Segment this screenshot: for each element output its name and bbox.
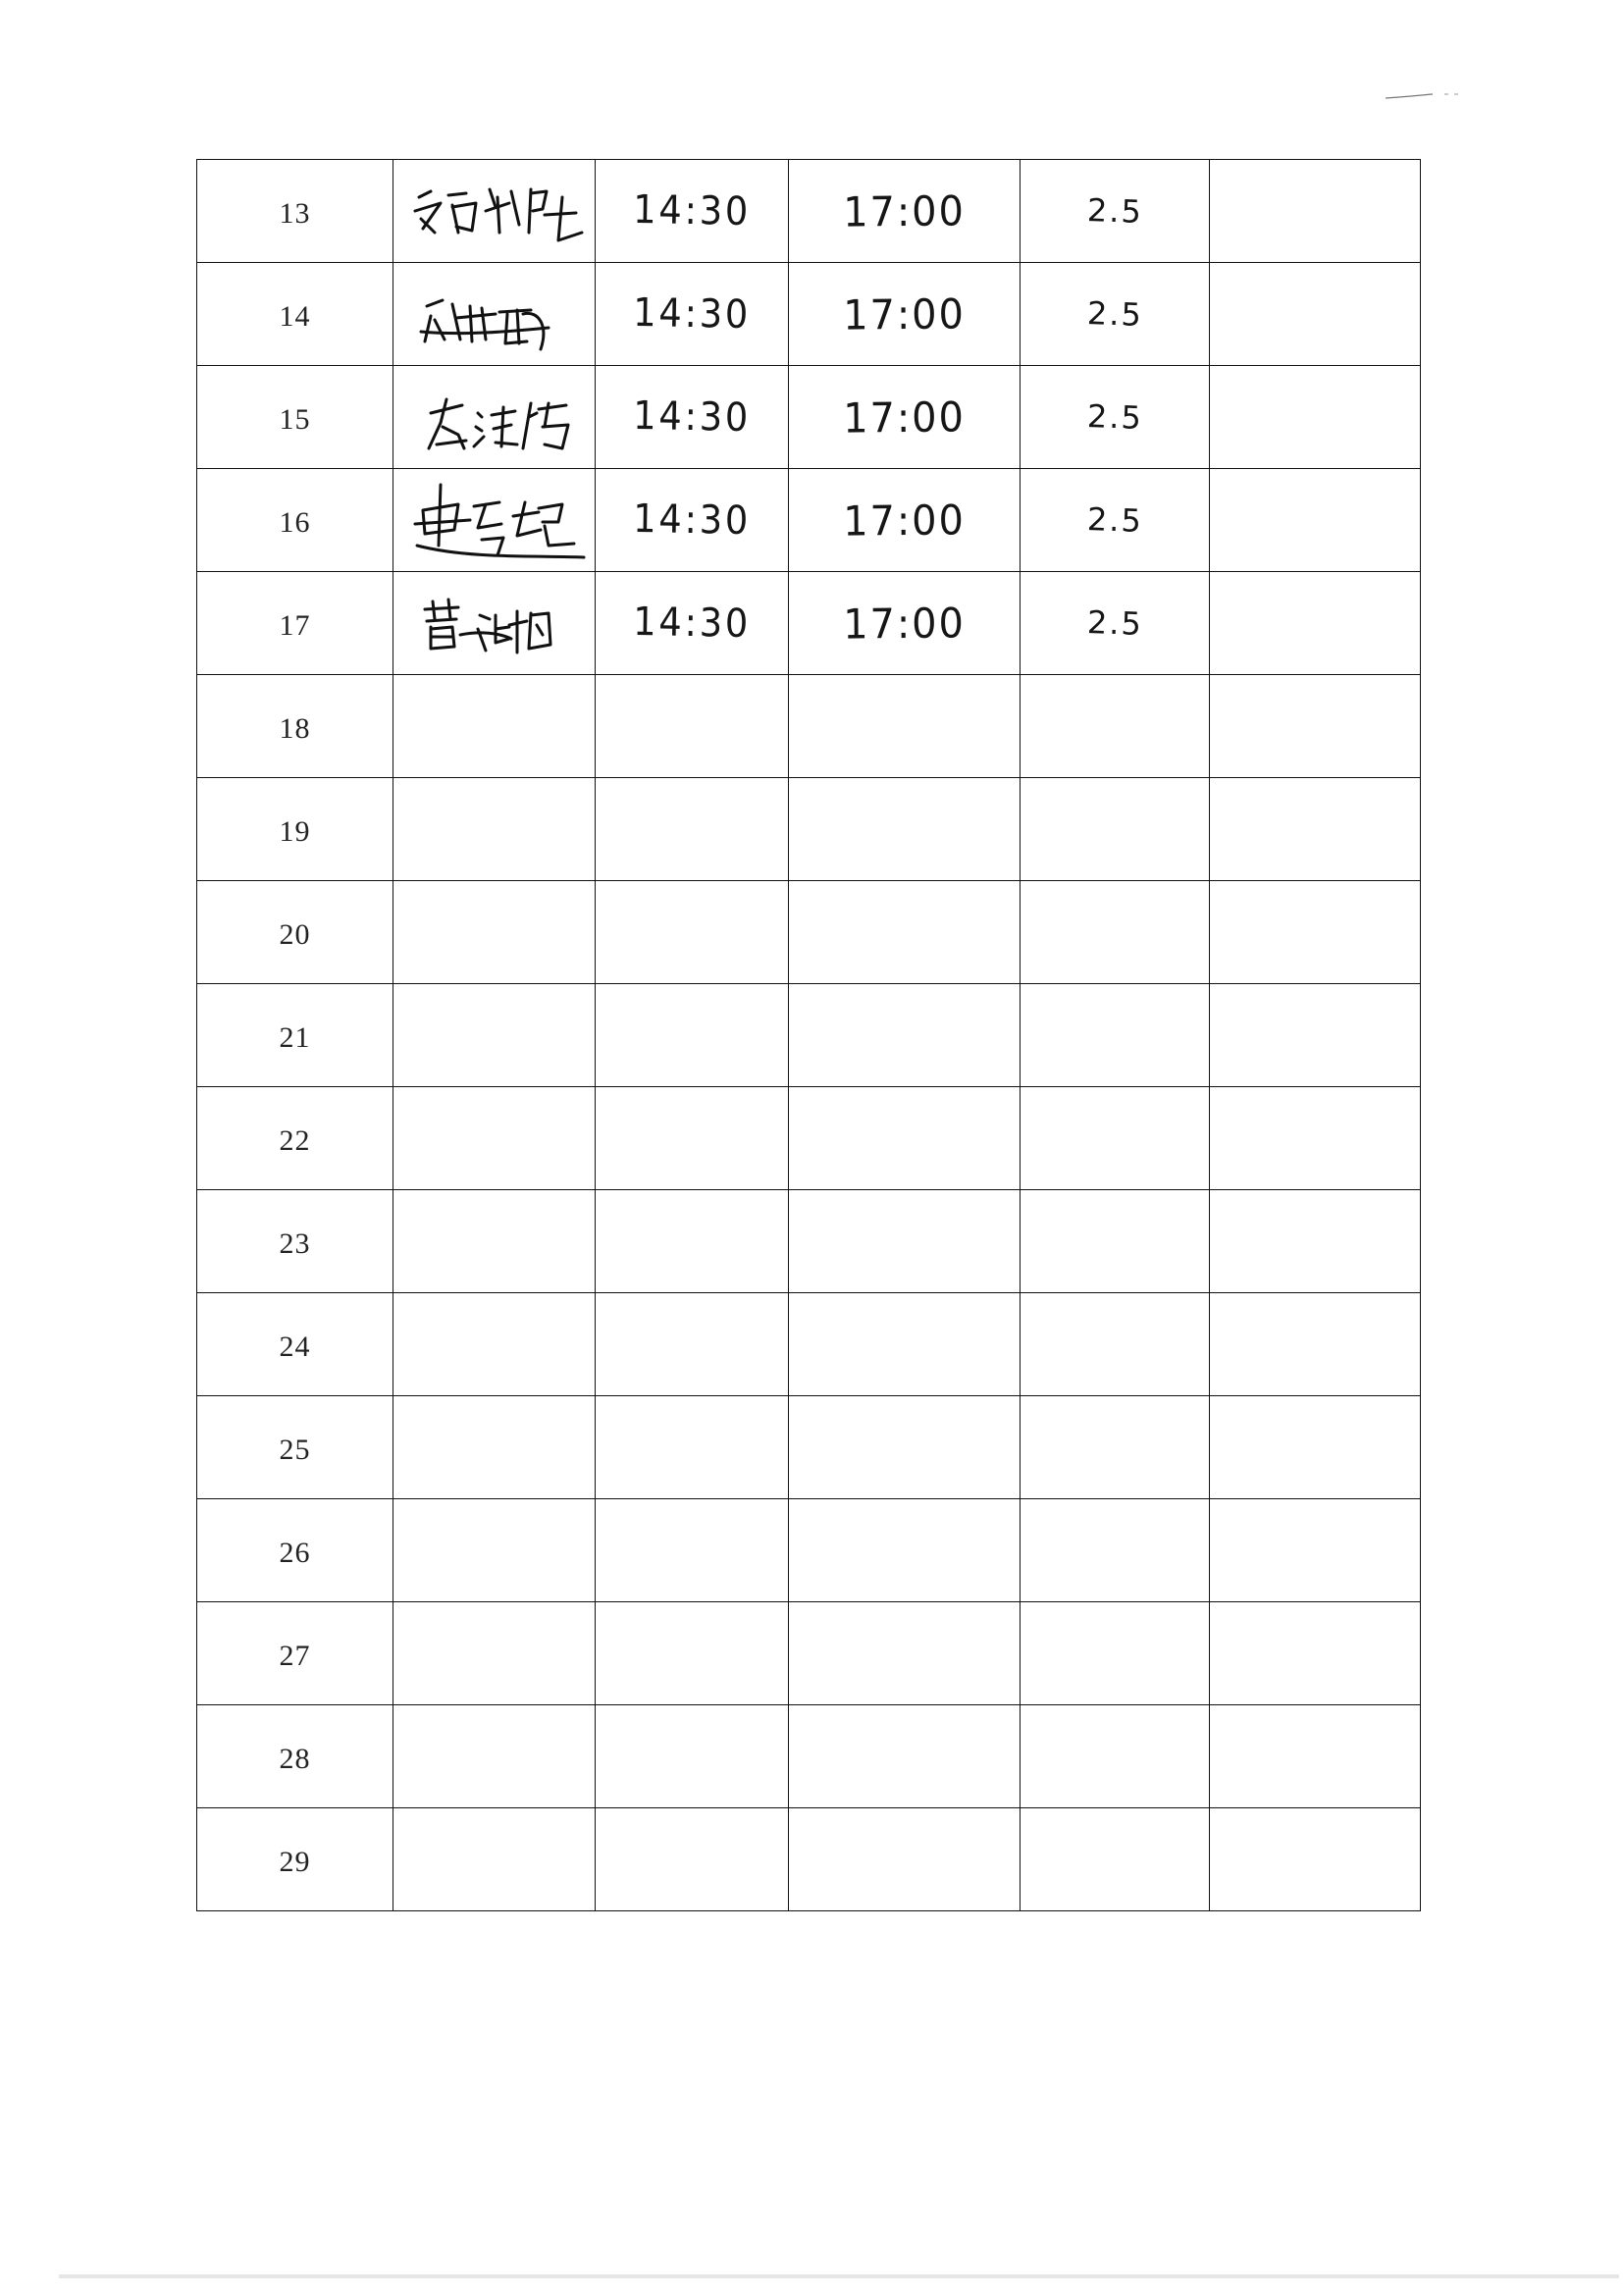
signature-cell: [393, 984, 596, 1087]
row-number: 21: [279, 1021, 311, 1054]
start-time-cell: [596, 469, 789, 572]
row-number: 15: [279, 403, 311, 436]
hours-cell: [1021, 263, 1210, 366]
end-time-cell: [789, 1808, 1021, 1911]
hours-cell: [1021, 469, 1210, 572]
signature-cell: [393, 160, 596, 263]
note-cell: [1210, 1602, 1421, 1705]
row-number: 26: [279, 1537, 311, 1569]
handwritten-signature: [401, 374, 588, 462]
handwritten-signature: [401, 271, 588, 359]
end-time-cell: [789, 366, 1021, 469]
note-cell: [1210, 1087, 1421, 1190]
hours-cell: [1021, 881, 1210, 984]
note-cell: [1210, 1396, 1421, 1499]
signature-cell: [393, 366, 596, 469]
table-row: [197, 1499, 1421, 1602]
note-cell: [1210, 881, 1421, 984]
row-number: 28: [279, 1743, 311, 1775]
note-cell: [1210, 1808, 1421, 1911]
start-time: 14:30: [632, 289, 752, 339]
row-number-cell: [197, 778, 393, 881]
signature-cell: [393, 1087, 596, 1190]
start-time-cell: [596, 881, 789, 984]
scan-mark: [1384, 92, 1468, 100]
start-time-cell: [596, 1396, 789, 1499]
hours-cell: [1021, 1396, 1210, 1499]
start-time-cell: [596, 1087, 789, 1190]
row-number-cell: [197, 675, 393, 778]
signature-cell: [393, 881, 596, 984]
table-row: [197, 1293, 1421, 1396]
hours: 2.5: [1085, 397, 1144, 437]
row-number-cell: [197, 1087, 393, 1190]
hours-cell: [1021, 984, 1210, 1087]
signature-cell: [393, 675, 596, 778]
note-cell: [1210, 778, 1421, 881]
note-cell: [1210, 1499, 1421, 1602]
row-number-cell: [197, 1499, 393, 1602]
end-time-cell: [789, 675, 1021, 778]
row-number: 24: [279, 1331, 311, 1363]
start-time-cell: [596, 1293, 789, 1396]
signature-cell: [393, 1499, 596, 1602]
row-number-cell: [197, 572, 393, 675]
note-cell: [1210, 366, 1421, 469]
row-number-cell: [197, 469, 393, 572]
start-time: 14:30: [632, 496, 752, 545]
row-number: 27: [279, 1640, 311, 1672]
signature-cell: [393, 1602, 596, 1705]
signature-cell: [393, 469, 596, 572]
hours-cell: [1021, 1190, 1210, 1293]
row-number: 16: [279, 506, 311, 539]
end-time-cell: [789, 881, 1021, 984]
hours-cell: [1021, 1499, 1210, 1602]
row-number: 17: [279, 609, 311, 642]
start-time-cell: [596, 160, 789, 263]
end-time-cell: [789, 469, 1021, 572]
table-row: [197, 469, 1421, 572]
row-number: 13: [279, 197, 311, 230]
signature-cell: [393, 572, 596, 675]
table-row: [197, 881, 1421, 984]
row-number-cell: [197, 1190, 393, 1293]
row-number-cell: [197, 984, 393, 1087]
table-row: [197, 778, 1421, 881]
hours-cell: [1021, 366, 1210, 469]
start-time: 14:30: [632, 392, 752, 442]
start-time-cell: [596, 366, 789, 469]
note-cell: [1210, 263, 1421, 366]
note-cell: [1210, 984, 1421, 1087]
end-time-cell: [789, 160, 1021, 263]
end-time-cell: [789, 1293, 1021, 1396]
row-number: 14: [279, 300, 311, 333]
table-row: [197, 366, 1421, 469]
end-time: 17:00: [843, 598, 966, 649]
hours-cell: [1021, 1705, 1210, 1808]
hours-cell: [1021, 160, 1210, 263]
start-time-cell: [596, 1705, 789, 1808]
end-time-cell: [789, 1396, 1021, 1499]
end-time-cell: [789, 1087, 1021, 1190]
end-time-cell: [789, 778, 1021, 881]
start-time-cell: [596, 263, 789, 366]
note-cell: [1210, 1293, 1421, 1396]
signature-cell: [393, 1293, 596, 1396]
end-time: 17:00: [843, 391, 966, 443]
table-row: [197, 984, 1421, 1087]
row-number: 29: [279, 1846, 311, 1878]
table-row: [197, 1705, 1421, 1808]
table-row: [197, 1396, 1421, 1499]
start-time-cell: [596, 1808, 789, 1911]
row-number-cell: [197, 1808, 393, 1911]
note-cell: [1210, 1190, 1421, 1293]
end-time-cell: [789, 1499, 1021, 1602]
end-time-cell: [789, 1190, 1021, 1293]
end-time-cell: [789, 984, 1021, 1087]
hours-cell: [1021, 1087, 1210, 1190]
note-cell: [1210, 675, 1421, 778]
hours: 2.5: [1085, 294, 1144, 334]
hours-cell: [1021, 1293, 1210, 1396]
end-time-cell: [789, 572, 1021, 675]
signature-cell: [393, 778, 596, 881]
note-cell: [1210, 160, 1421, 263]
row-number-cell: [197, 160, 393, 263]
start-time-cell: [596, 1190, 789, 1293]
row-number: 19: [279, 815, 311, 848]
table-row: [197, 1602, 1421, 1705]
table-row: [197, 1808, 1421, 1911]
start-time-cell: [596, 778, 789, 881]
start-time: 14:30: [632, 186, 752, 235]
hours: 2.5: [1085, 500, 1144, 540]
row-number: 23: [279, 1227, 311, 1260]
signature-cell: [393, 1396, 596, 1499]
row-number-cell: [197, 366, 393, 469]
row-number: 20: [279, 918, 311, 951]
start-time-cell: [596, 675, 789, 778]
table-row: [197, 675, 1421, 778]
table-row: [197, 160, 1421, 263]
row-number: 25: [279, 1434, 311, 1466]
row-number-cell: [197, 1293, 393, 1396]
end-time-cell: [789, 1602, 1021, 1705]
signature-cell: [393, 1190, 596, 1293]
start-time-cell: [596, 984, 789, 1087]
handwritten-signature: [401, 580, 588, 668]
row-number-cell: [197, 1396, 393, 1499]
end-time-cell: [789, 1705, 1021, 1808]
row-number-cell: [197, 881, 393, 984]
hours-cell: [1021, 778, 1210, 881]
handwritten-signature: [401, 477, 588, 565]
hours-cell: [1021, 675, 1210, 778]
hours-cell: [1021, 1602, 1210, 1705]
note-cell: [1210, 1705, 1421, 1808]
start-time-cell: [596, 572, 789, 675]
row-number-cell: [197, 1705, 393, 1808]
signature-cell: [393, 1705, 596, 1808]
signature-cell: [393, 1808, 596, 1911]
end-time: 17:00: [843, 185, 966, 236]
hours: 2.5: [1085, 191, 1144, 231]
table-row: [197, 263, 1421, 366]
note-cell: [1210, 469, 1421, 572]
row-number-cell: [197, 1602, 393, 1705]
end-time-cell: [789, 263, 1021, 366]
table-row: [197, 572, 1421, 675]
table-row: [197, 1087, 1421, 1190]
table-row: [197, 1190, 1421, 1293]
hours-cell: [1021, 572, 1210, 675]
row-number: 18: [279, 712, 311, 745]
row-number: 22: [279, 1124, 311, 1157]
note-cell: [1210, 572, 1421, 675]
end-time: 17:00: [843, 288, 966, 339]
hours-cell: [1021, 1808, 1210, 1911]
sign-in-table: [196, 159, 1421, 1911]
scan-edge: [59, 2274, 1619, 2278]
hours: 2.5: [1085, 603, 1144, 643]
handwritten-signature: [401, 168, 588, 256]
end-time: 17:00: [843, 495, 966, 546]
start-time: 14:30: [632, 599, 752, 648]
start-time-cell: [596, 1499, 789, 1602]
signature-cell: [393, 263, 596, 366]
start-time-cell: [596, 1602, 789, 1705]
row-number-cell: [197, 263, 393, 366]
